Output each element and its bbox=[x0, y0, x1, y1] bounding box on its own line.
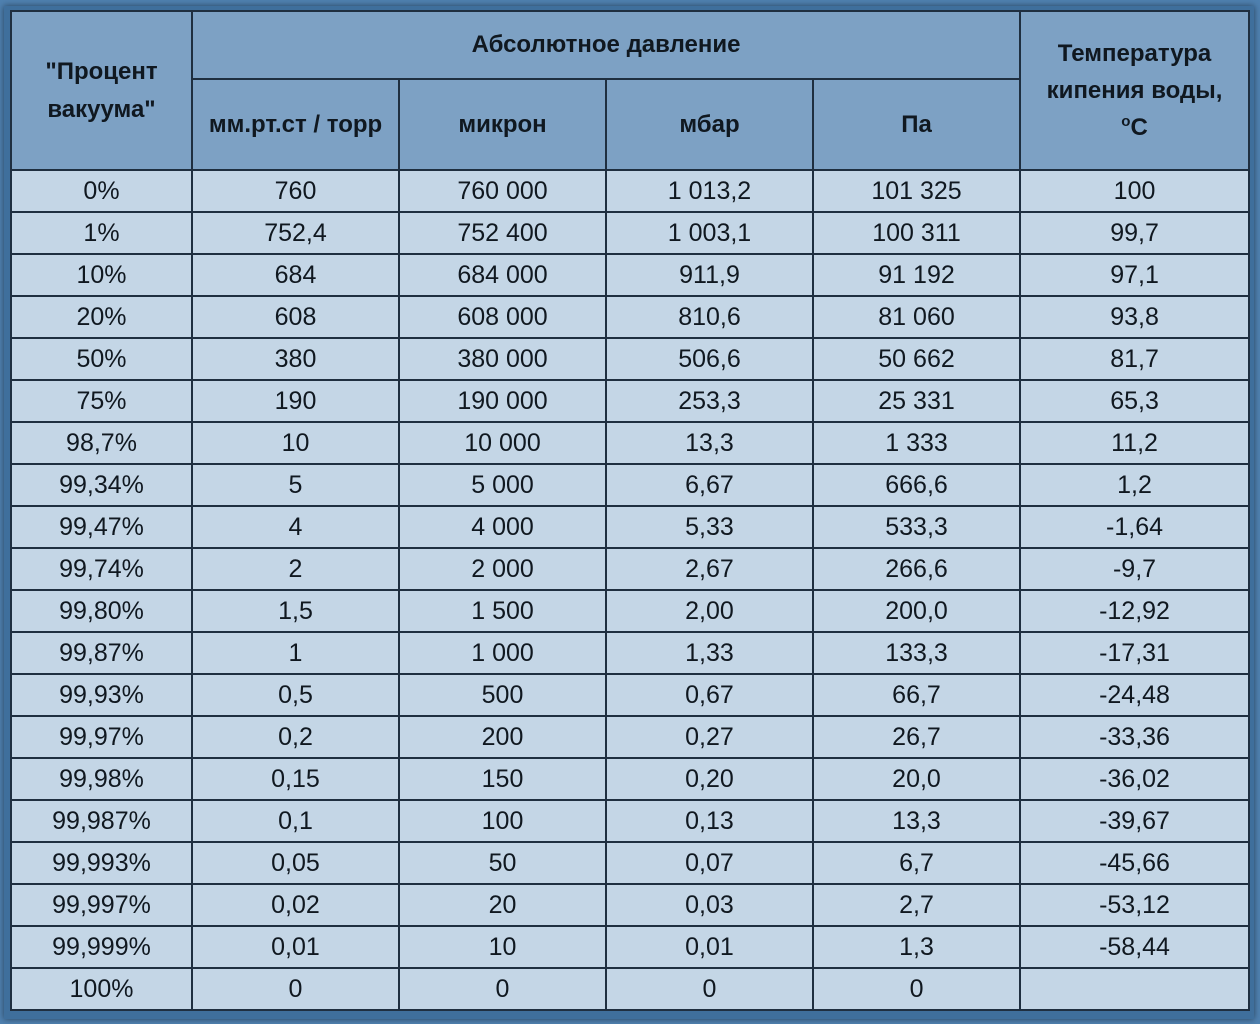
cell-micron: 4 000 bbox=[399, 506, 606, 548]
cell-vacuum-percent: 99,993% bbox=[11, 842, 192, 884]
header-vacuum-percent: "Процент вакуума" bbox=[11, 11, 192, 170]
cell-pa: 2,7 bbox=[813, 884, 1020, 926]
cell-mmhg: 0 bbox=[192, 968, 399, 1010]
cell-pa: 66,7 bbox=[813, 674, 1020, 716]
header-pa: Па bbox=[813, 79, 1020, 170]
cell-mmhg: 752,4 bbox=[192, 212, 399, 254]
cell-pa: 1 333 bbox=[813, 422, 1020, 464]
cell-vacuum-percent: 1% bbox=[11, 212, 192, 254]
cell-pa: 6,7 bbox=[813, 842, 1020, 884]
cell-micron: 10 000 bbox=[399, 422, 606, 464]
cell-boiling-temp: 1,2 bbox=[1020, 464, 1249, 506]
cell-vacuum-percent: 75% bbox=[11, 380, 192, 422]
header-boiling-temp bbox=[1020, 11, 1249, 170]
cell-vacuum-percent: 100% bbox=[11, 968, 192, 1010]
cell-pa: 100 311 bbox=[813, 212, 1020, 254]
cell-mmhg: 4 bbox=[192, 506, 399, 548]
cell-vacuum-percent: 50% bbox=[11, 338, 192, 380]
cell-mbar: 6,67 bbox=[606, 464, 813, 506]
cell-micron: 0 bbox=[399, 968, 606, 1010]
cell-vacuum-percent: 99,87% bbox=[11, 632, 192, 674]
cell-mbar: 0,01 bbox=[606, 926, 813, 968]
cell-mbar: 1 013,2 bbox=[606, 170, 813, 212]
cell-mbar: 253,3 bbox=[606, 380, 813, 422]
table-row bbox=[11, 296, 1249, 338]
table-frame bbox=[4, 6, 1254, 1019]
table-row bbox=[11, 506, 1249, 548]
cell-mmhg: 190 bbox=[192, 380, 399, 422]
cell-vacuum-percent: 99,74% bbox=[11, 548, 192, 590]
cell-pa: 266,6 bbox=[813, 548, 1020, 590]
cell-pa: 26,7 bbox=[813, 716, 1020, 758]
cell-micron: 2 000 bbox=[399, 548, 606, 590]
cell-mbar: 0,27 bbox=[606, 716, 813, 758]
header-mbar: мбар bbox=[606, 79, 813, 170]
degree-sign: o bbox=[1121, 113, 1131, 131]
cell-micron: 10 bbox=[399, 926, 606, 968]
table-row bbox=[11, 926, 1249, 968]
cell-boiling-temp bbox=[1020, 968, 1249, 1010]
cell-micron: 100 bbox=[399, 800, 606, 842]
cell-boiling-temp: -53,12 bbox=[1020, 884, 1249, 926]
cell-boiling-temp: -33,36 bbox=[1020, 716, 1249, 758]
cell-mbar: 911,9 bbox=[606, 254, 813, 296]
table-row bbox=[11, 968, 1249, 1010]
cell-boiling-temp: 93,8 bbox=[1020, 296, 1249, 338]
cell-mbar: 0,13 bbox=[606, 800, 813, 842]
cell-micron: 20 bbox=[399, 884, 606, 926]
cell-boiling-temp: -39,67 bbox=[1020, 800, 1249, 842]
cell-mbar: 0,07 bbox=[606, 842, 813, 884]
cell-mmhg: 0,5 bbox=[192, 674, 399, 716]
header-mmhg: мм.рт.ст / торр bbox=[192, 79, 399, 170]
table-row bbox=[11, 800, 1249, 842]
cell-vacuum-percent: 20% bbox=[11, 296, 192, 338]
cell-mbar: 810,6 bbox=[606, 296, 813, 338]
table-row bbox=[11, 170, 1249, 212]
cell-boiling-temp: -1,64 bbox=[1020, 506, 1249, 548]
table-row bbox=[11, 842, 1249, 884]
cell-micron: 200 bbox=[399, 716, 606, 758]
table-row bbox=[11, 632, 1249, 674]
cell-mbar: 0,20 bbox=[606, 758, 813, 800]
cell-vacuum-percent: 0% bbox=[11, 170, 192, 212]
cell-vacuum-percent: 99,34% bbox=[11, 464, 192, 506]
cell-mbar: 5,33 bbox=[606, 506, 813, 548]
cell-vacuum-percent: 99,999% bbox=[11, 926, 192, 968]
cell-vacuum-percent: 10% bbox=[11, 254, 192, 296]
header-boiling-temp-label: Температура кипения воды, bbox=[1046, 39, 1223, 104]
cell-vacuum-percent: 99,987% bbox=[11, 800, 192, 842]
cell-pa: 666,6 bbox=[813, 464, 1020, 506]
vacuum-table bbox=[10, 10, 1250, 1011]
cell-micron: 1 000 bbox=[399, 632, 606, 674]
cell-micron: 608 000 bbox=[399, 296, 606, 338]
cell-vacuum-percent: 99,97% bbox=[11, 716, 192, 758]
cell-mbar: 0 bbox=[606, 968, 813, 1010]
table-row bbox=[11, 716, 1249, 758]
cell-vacuum-percent: 99,47% bbox=[11, 506, 192, 548]
cell-micron: 190 000 bbox=[399, 380, 606, 422]
cell-boiling-temp: 100 bbox=[1020, 170, 1249, 212]
table-row bbox=[11, 380, 1249, 422]
cell-micron: 500 bbox=[399, 674, 606, 716]
cell-mbar: 1,33 bbox=[606, 632, 813, 674]
table-row bbox=[11, 884, 1249, 926]
cell-micron: 380 000 bbox=[399, 338, 606, 380]
cell-mmhg: 1,5 bbox=[192, 590, 399, 632]
table-row bbox=[11, 422, 1249, 464]
cell-pa: 91 192 bbox=[813, 254, 1020, 296]
table-row bbox=[11, 674, 1249, 716]
cell-mbar: 2,00 bbox=[606, 590, 813, 632]
cell-pa: 133,3 bbox=[813, 632, 1020, 674]
cell-mbar: 0,67 bbox=[606, 674, 813, 716]
cell-boiling-temp: -17,31 bbox=[1020, 632, 1249, 674]
cell-micron: 5 000 bbox=[399, 464, 606, 506]
cell-vacuum-percent: 99,80% bbox=[11, 590, 192, 632]
cell-pa: 101 325 bbox=[813, 170, 1020, 212]
cell-pa: 200,0 bbox=[813, 590, 1020, 632]
cell-vacuum-percent: 98,7% bbox=[11, 422, 192, 464]
table-row bbox=[11, 338, 1249, 380]
cell-mmhg: 2 bbox=[192, 548, 399, 590]
cell-mmhg: 608 bbox=[192, 296, 399, 338]
table-row bbox=[11, 590, 1249, 632]
cell-mmhg: 1 bbox=[192, 632, 399, 674]
cell-pa: 20,0 bbox=[813, 758, 1020, 800]
cell-mmhg: 760 bbox=[192, 170, 399, 212]
cell-boiling-temp: -36,02 bbox=[1020, 758, 1249, 800]
cell-mbar: 0,03 bbox=[606, 884, 813, 926]
cell-vacuum-percent: 99,98% bbox=[11, 758, 192, 800]
cell-micron: 752 400 bbox=[399, 212, 606, 254]
cell-boiling-temp: 65,3 bbox=[1020, 380, 1249, 422]
cell-boiling-temp: -45,66 bbox=[1020, 842, 1249, 884]
cell-mmhg: 0,02 bbox=[192, 884, 399, 926]
cell-mmhg: 0,1 bbox=[192, 800, 399, 842]
cell-mmhg: 380 bbox=[192, 338, 399, 380]
header-boiling-unit: C bbox=[1130, 114, 1148, 142]
cell-mmhg: 0,15 bbox=[192, 758, 399, 800]
table-row bbox=[11, 254, 1249, 296]
cell-mmhg: 684 bbox=[192, 254, 399, 296]
cell-vacuum-percent: 99,93% bbox=[11, 674, 192, 716]
table-row bbox=[11, 548, 1249, 590]
cell-pa: 50 662 bbox=[813, 338, 1020, 380]
cell-mbar: 506,6 bbox=[606, 338, 813, 380]
cell-pa: 1,3 bbox=[813, 926, 1020, 968]
header-micron: микрон bbox=[399, 79, 606, 170]
table-body bbox=[11, 170, 1249, 1010]
cell-mmhg: 10 bbox=[192, 422, 399, 464]
cell-mmhg: 0,2 bbox=[192, 716, 399, 758]
cell-pa: 533,3 bbox=[813, 506, 1020, 548]
cell-boiling-temp: 81,7 bbox=[1020, 338, 1249, 380]
cell-pa: 25 331 bbox=[813, 380, 1020, 422]
cell-micron: 50 bbox=[399, 842, 606, 884]
cell-boiling-temp: -58,44 bbox=[1020, 926, 1249, 968]
cell-boiling-temp: 11,2 bbox=[1020, 422, 1249, 464]
cell-mmhg: 0,01 bbox=[192, 926, 399, 968]
cell-pa: 0 bbox=[813, 968, 1020, 1010]
cell-mbar: 2,67 bbox=[606, 548, 813, 590]
cell-boiling-temp: -24,48 bbox=[1020, 674, 1249, 716]
cell-boiling-temp: 99,7 bbox=[1020, 212, 1249, 254]
cell-micron: 760 000 bbox=[399, 170, 606, 212]
table-row bbox=[11, 212, 1249, 254]
cell-boiling-temp: 97,1 bbox=[1020, 254, 1249, 296]
cell-pa: 81 060 bbox=[813, 296, 1020, 338]
cell-vacuum-percent: 99,997% bbox=[11, 884, 192, 926]
header-absolute-pressure: Абсолютное давление bbox=[192, 11, 1020, 79]
table-row bbox=[11, 464, 1249, 506]
cell-micron: 1 500 bbox=[399, 590, 606, 632]
cell-mmhg: 0,05 bbox=[192, 842, 399, 884]
cell-mbar: 1 003,1 bbox=[606, 212, 813, 254]
cell-pa: 13,3 bbox=[813, 800, 1020, 842]
cell-boiling-temp: -12,92 bbox=[1020, 590, 1249, 632]
cell-mbar: 13,3 bbox=[606, 422, 813, 464]
table-row bbox=[11, 758, 1249, 800]
cell-micron: 150 bbox=[399, 758, 606, 800]
cell-micron: 684 000 bbox=[399, 254, 606, 296]
cell-mmhg: 5 bbox=[192, 464, 399, 506]
cell-boiling-temp: -9,7 bbox=[1020, 548, 1249, 590]
